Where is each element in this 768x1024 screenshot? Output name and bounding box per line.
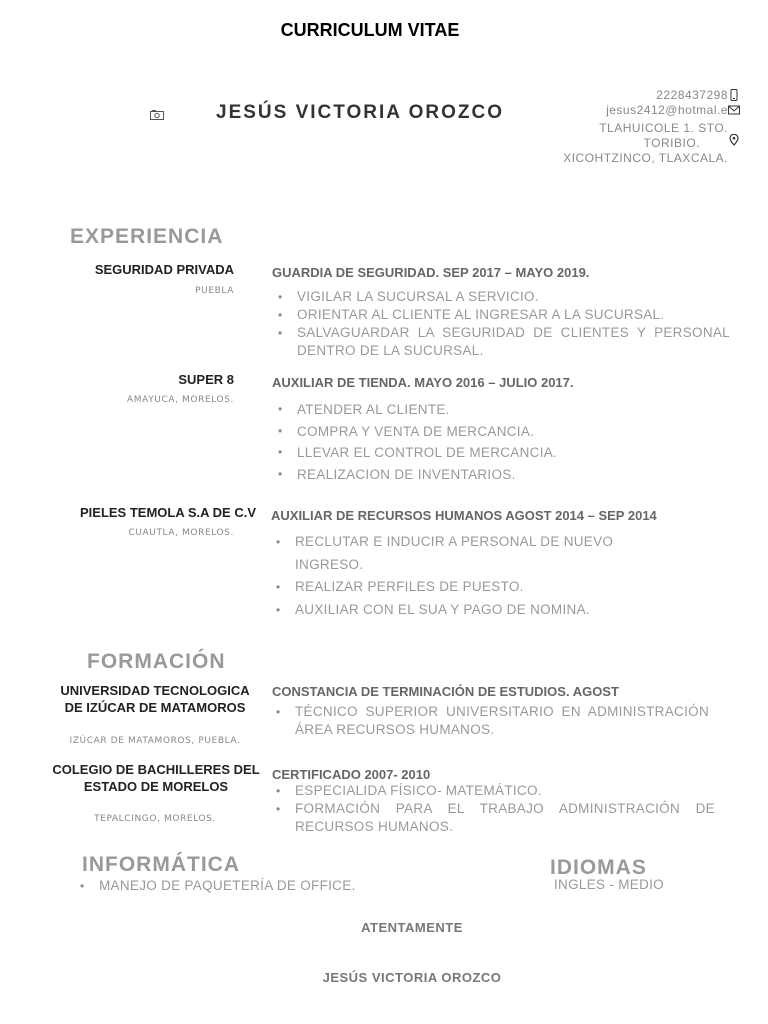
informatica-section-title: INFORMÁTICA — [82, 853, 240, 876]
education-location: TEPALCINGO, MORELOS. — [94, 814, 216, 824]
document-title: CURRICULUM VITAE — [280, 20, 460, 40]
list-item: • FORMACIÓN PARA EL TRABAJO ADMINISTRACIÓN DE RECURSOS HUMANOS. — [272, 800, 715, 836]
education-role: CERTIFICADO 2007- 2010 — [272, 767, 431, 782]
education-location: IZÚCAR DE MATAMOROS, PUEBLA. — [69, 736, 241, 746]
list-item: • MANEJO DE PAQUETERÍA DE OFFICE. — [76, 877, 476, 895]
experience-location: AMAYUCA, MORELOS. — [127, 395, 234, 405]
phone-text: 2228437298 — [656, 88, 728, 102]
list-item: • COMPRA Y VENTA DE MERCANCIA. — [274, 421, 730, 443]
list-item: • ORIENTAR AL CLIENTE AL INGRESAR A LA SUCURSAL. — [274, 306, 730, 324]
list-item: • REALIZAR PERFILES DE PUESTO. — [272, 576, 652, 599]
education-bullets — [272, 782, 715, 836]
education-role: CONSTANCIA DE TERMINACIÓN DE ESTUDIOS. AGOST — [272, 684, 619, 699]
education-section-title: FORMACIÓN — [87, 650, 226, 673]
education-org: COLEGIO DE BACHILLERES DEL ESTADO DE MORELOS — [52, 762, 260, 794]
idiomas-text: INGLES - MEDIO — [554, 877, 664, 892]
list-item: • LLEVAR EL CONTROL DE MERCANCIA. — [274, 442, 730, 464]
list-item: • RECLUTAR E INDUCIR A PERSONAL DE NUEVO INGRESO. — [272, 531, 652, 576]
experience-role: GUARDIA DE SEGURIDAD. SEP 2017 – MAYO 2019. — [272, 265, 590, 280]
education-org: UNIVERSIDAD TECNOLOGICA DE IZÚCAR DE MATAMOROS — [60, 683, 250, 715]
informatica-bullets — [76, 877, 476, 895]
experience-bullets — [274, 399, 730, 485]
experience-org: PIELES TEMOLA S.A DE C.V — [79, 505, 256, 520]
mail-icon — [728, 104, 740, 116]
experience-location: PUEBLA — [195, 286, 234, 296]
candidate-name: JESÚS VICTORIA OROZCO — [216, 102, 504, 123]
experience-org: SEGURIDAD PRIVADA — [94, 262, 234, 277]
closing-name: JESÚS VICTORIA OROZCO — [322, 970, 502, 985]
location-pin-icon — [728, 134, 740, 146]
experience-location: CUAUTLA, MORELOS. — [128, 528, 234, 538]
email-text: jesus2412@hotmal.e — [606, 103, 728, 117]
list-item: • ATENDER AL CLIENTE. — [274, 399, 730, 421]
list-item: • AUXILIAR CON EL SUA Y PAGO DE NOMINA. — [272, 599, 652, 622]
photo-placeholder-icon — [150, 110, 164, 120]
experience-bullets — [274, 288, 730, 360]
education-bullets — [272, 703, 709, 739]
address-line-1: TLAHUICOLE 1. STO. — [599, 121, 728, 135]
address-line-3: XICOHTZINCO, TLAXCALA. — [563, 151, 728, 165]
phone-icon — [728, 89, 740, 101]
experience-role: AUXILIAR DE TIENDA. MAYO 2016 – JULIO 2017. — [272, 375, 574, 390]
experience-section-title: EXPERIENCIA — [70, 225, 224, 248]
experience-role: AUXILIAR DE RECURSOS HUMANOS AGOST 2014 – SEP 2014 — [271, 508, 657, 523]
closing-salutation: ATENTAMENTE — [361, 920, 463, 935]
list-item: • SALVAGUARDAR LA SEGURIDAD DE CLIENTES Y PERSONAL DENTRO DE LA SUCURSAL. — [274, 324, 730, 360]
experience-org: SUPER 8 — [178, 372, 234, 387]
list-item: • TÉCNICO SUPERIOR UNIVERSITARIO EN ADMINISTRACIÓN ÁREA RECURSOS HUMANOS. — [272, 703, 709, 739]
list-item: • ESPECIALIDA FÍSICO- MATEMÁTICO. — [272, 782, 715, 800]
address-line-2: TORIBIO. — [643, 136, 700, 150]
experience-bullets — [272, 531, 652, 621]
idiomas-section-title: IDIOMAS — [550, 856, 647, 879]
list-item: • VIGILAR LA SUCURSAL A SERVICIO. — [274, 288, 730, 306]
list-item: • REALIZACION DE INVENTARIOS. — [274, 464, 730, 486]
